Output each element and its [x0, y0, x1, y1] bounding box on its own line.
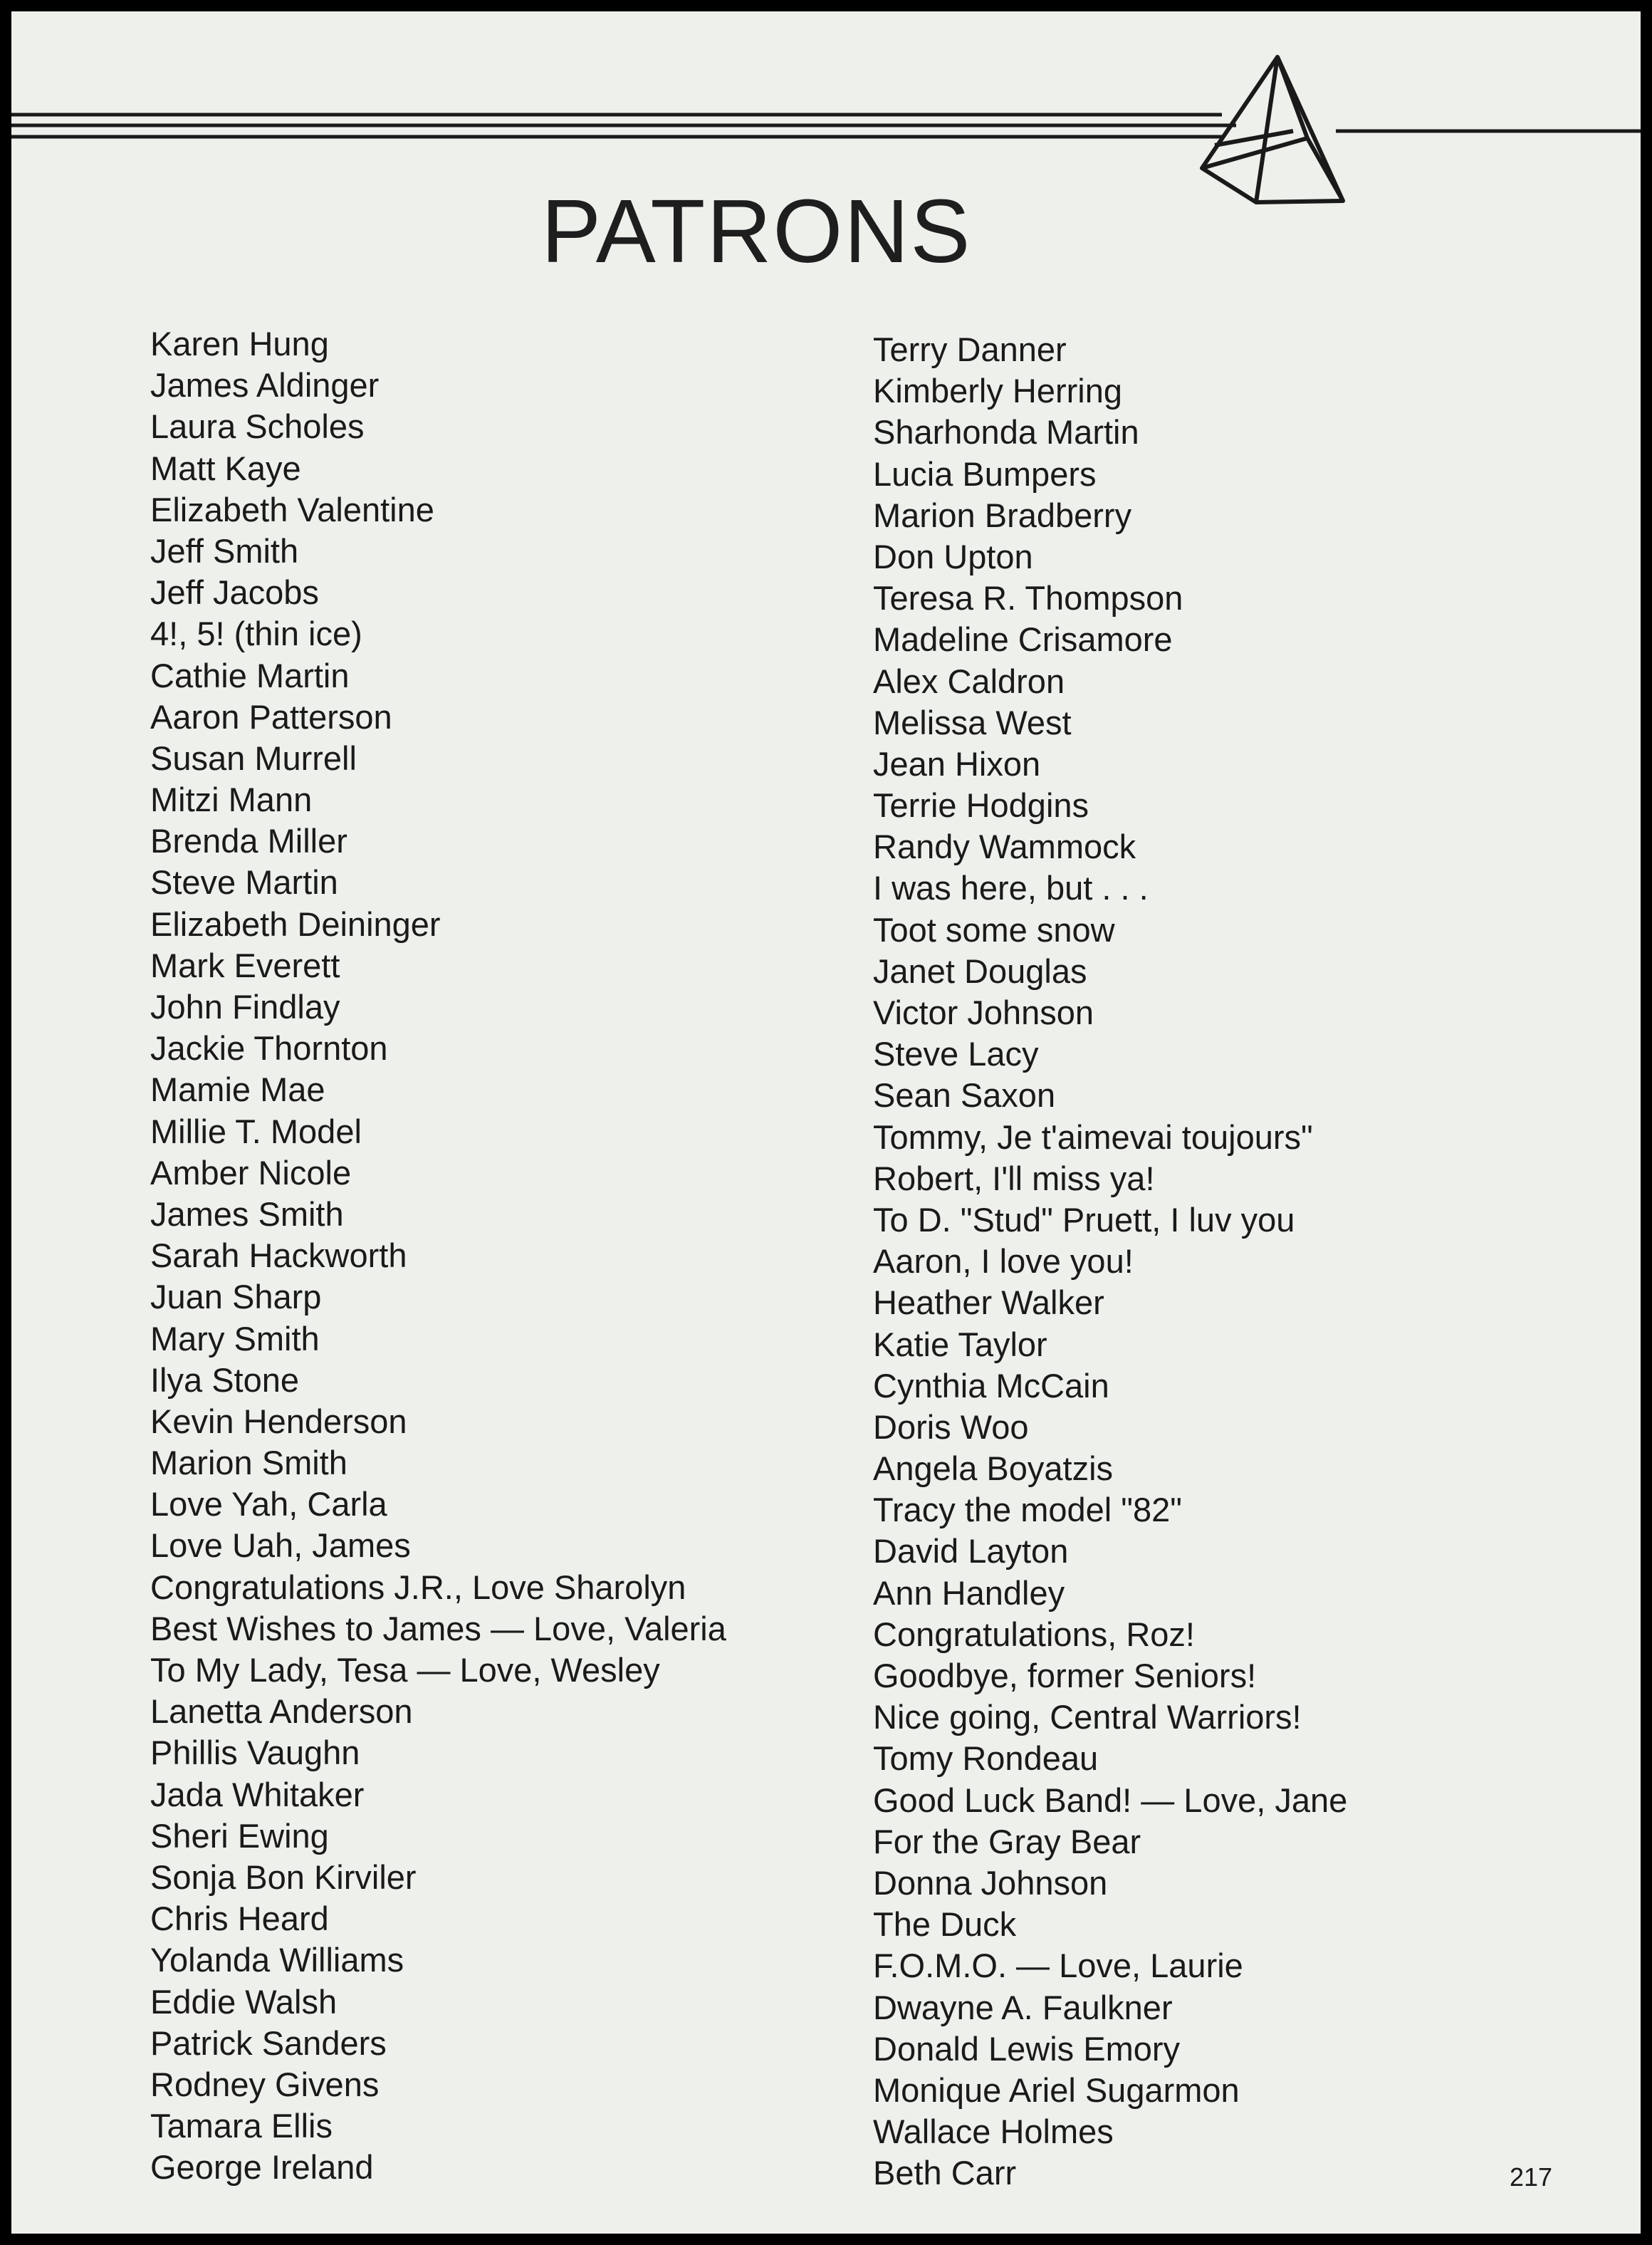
patron-entry: Congratulations, Roz!: [873, 1615, 1195, 1653]
patron-entry: Robert, I'll miss ya!: [873, 1159, 1155, 1197]
patron-entry: Patrick Sanders: [150, 2023, 387, 2062]
patron-entry: Monique Ariel Sugarmon: [873, 2070, 1240, 2109]
patron-entry: Tommy, Je t'aimevai toujours": [873, 1118, 1313, 1156]
patron-entry: Laura Scholes: [150, 407, 365, 446]
patron-entry: Ilya Stone: [150, 1360, 300, 1399]
patron-entry: Janet Douglas: [873, 952, 1087, 990]
patron-entry: Jeff Jacobs: [150, 573, 319, 612]
pyramid-icon: [1202, 57, 1343, 202]
patron-entry: Randy Wammock: [873, 828, 1136, 866]
patron-entry: Mamie Mae: [150, 1071, 325, 1109]
patron-entry: Rodney Givens: [150, 2065, 380, 2103]
patron-entry: Doris Woo: [873, 1407, 1029, 1446]
patron-entry: Heather Walker: [873, 1283, 1104, 1322]
patron-entry: Best Wishes to James — Love, Valeria: [150, 1609, 726, 1647]
patron-entry: Donna Johnson: [873, 1863, 1108, 1902]
patron-entry: Donald Lewis Emory: [873, 2029, 1181, 2068]
patron-entry: I was here, but . . .: [873, 869, 1149, 907]
patron-entry: Karen Hung: [150, 325, 329, 363]
patron-entry: Cathie Martin: [150, 656, 350, 694]
patron-entry: Tomy Rondeau: [873, 1739, 1099, 1778]
patron-entry: Matt Kaye: [150, 449, 301, 487]
patron-entry: Teresa R. Thompson: [873, 579, 1183, 618]
patron-entry: Sonja Bon Kirviler: [150, 1858, 417, 1896]
patron-entry: Sharhonda Martin: [873, 413, 1139, 452]
patron-entry: Dwayne A. Faulkner: [873, 1988, 1173, 2026]
patron-entry: Millie T. Model: [150, 1112, 362, 1150]
patron-entry: Sheri Ewing: [150, 1816, 329, 1855]
patron-entry: Goodbye, former Seniors!: [873, 1657, 1257, 1694]
patron-entry: James Aldinger: [150, 366, 380, 405]
patron-entry: F.O.M.O. — Love, Laurie: [873, 1947, 1243, 1985]
patron-entry: Steve Lacy: [873, 1035, 1039, 1073]
patron-entry: Beth Carr: [873, 2154, 1017, 2192]
patron-entry: For the Gray Bear: [873, 1822, 1141, 1860]
patron-entry: 4!, 5! (thin ice): [150, 615, 362, 653]
patron-entry: Terry Danner: [873, 330, 1067, 368]
patron-entry: Tamara Ellis: [150, 2107, 333, 2145]
patron-entry: Mitzi Mann: [150, 781, 313, 819]
patron-entry: Good Luck Band! — Love, Jane: [873, 1781, 1348, 1819]
patron-entry: Yolanda Williams: [150, 1941, 404, 1979]
patron-entry: Nice going, Central Warriors!: [873, 1698, 1302, 1736]
patron-entry: Aaron Patterson: [150, 697, 392, 736]
patron-entry: Aaron, I love you!: [873, 1242, 1134, 1281]
patron-entry: Kimberly Herring: [873, 372, 1122, 410]
patron-entry: Cynthia McCain: [873, 1366, 1109, 1405]
patron-entry: Wallace Holmes: [873, 2113, 1114, 2151]
patron-entry: Jeff Smith: [150, 531, 299, 570]
patron-entry: David Layton: [873, 1532, 1069, 1571]
patron-entry: Love Uah, James: [150, 1526, 411, 1565]
patron-entry: Angela Boyatzis: [873, 1449, 1114, 1488]
patron-entry: Juan Sharp: [150, 1278, 322, 1316]
yearbook-page: [11, 11, 1641, 2234]
patron-entry: Jada Whitaker: [150, 1775, 365, 1813]
patron-entry: Congratulations J.R., Love Sharolyn: [150, 1568, 686, 1606]
patron-entry: Brenda Miller: [150, 822, 347, 860]
patron-entry: Katie Taylor: [873, 1325, 1047, 1363]
patron-entry: Susan Murrell: [150, 739, 357, 777]
patron-entry: Love Yah, Carla: [150, 1485, 387, 1523]
patron-entry: To D. "Stud" Pruett, I luv you: [873, 1200, 1295, 1239]
patron-entry: Lanetta Anderson: [150, 1692, 413, 1731]
patron-entry: To My Lady, Tesa — Love, Wesley: [150, 1651, 660, 1689]
patron-entry: Eddie Walsh: [150, 1982, 338, 2021]
patron-entry: Tracy the model "82": [873, 1491, 1182, 1529]
patron-entry: The Duck: [873, 1905, 1017, 1944]
patron-entry: Ann Handley: [873, 1573, 1065, 1612]
patron-entry: Kevin Henderson: [150, 1402, 407, 1440]
patron-entry: Madeline Crisamore: [873, 620, 1173, 659]
patron-entry: Elizabeth Valentine: [150, 490, 434, 528]
patron-entry: Elizabeth Deininger: [150, 905, 441, 943]
patron-entry: Chris Heard: [150, 1900, 329, 1938]
patron-entry: Melissa West: [873, 703, 1072, 741]
page-title: PATRONS: [541, 181, 972, 281]
patron-entry: Phillis Vaughn: [150, 1734, 360, 1772]
page-number: 217: [1510, 2162, 1553, 2192]
patron-entry: Mark Everett: [150, 946, 340, 984]
patron-entry: Steve Martin: [150, 863, 338, 902]
patron-entry: George Ireland: [150, 2148, 374, 2187]
patron-entry: Mary Smith: [150, 1319, 320, 1358]
patron-entry: Marion Bradberry: [873, 496, 1132, 534]
patron-entry: Amber Nicole: [150, 1153, 352, 1192]
patron-entry: Lucia Bumpers: [873, 454, 1097, 493]
patron-entry: Marion Smith: [150, 1444, 347, 1482]
patron-entry: Don Upton: [873, 537, 1033, 575]
patron-list-right: [873, 329, 1347, 2194]
patron-entry: Terrie Hodgins: [873, 786, 1089, 825]
patron-entry: Jackie Thornton: [150, 1029, 388, 1068]
patron-entry: Toot some snow: [873, 910, 1115, 949]
patron-entry: Victor Johnson: [873, 994, 1094, 1031]
patron-list-left: [150, 323, 726, 2188]
patron-entry: Sean Saxon: [873, 1076, 1056, 1115]
patron-entry: Sarah Hackworth: [150, 1236, 407, 1275]
patron-entry: Jean Hixon: [873, 744, 1041, 783]
patron-entry: James Smith: [150, 1194, 344, 1233]
patron-entry: John Findlay: [150, 988, 340, 1026]
patron-entry: Alex Caldron: [873, 662, 1065, 700]
